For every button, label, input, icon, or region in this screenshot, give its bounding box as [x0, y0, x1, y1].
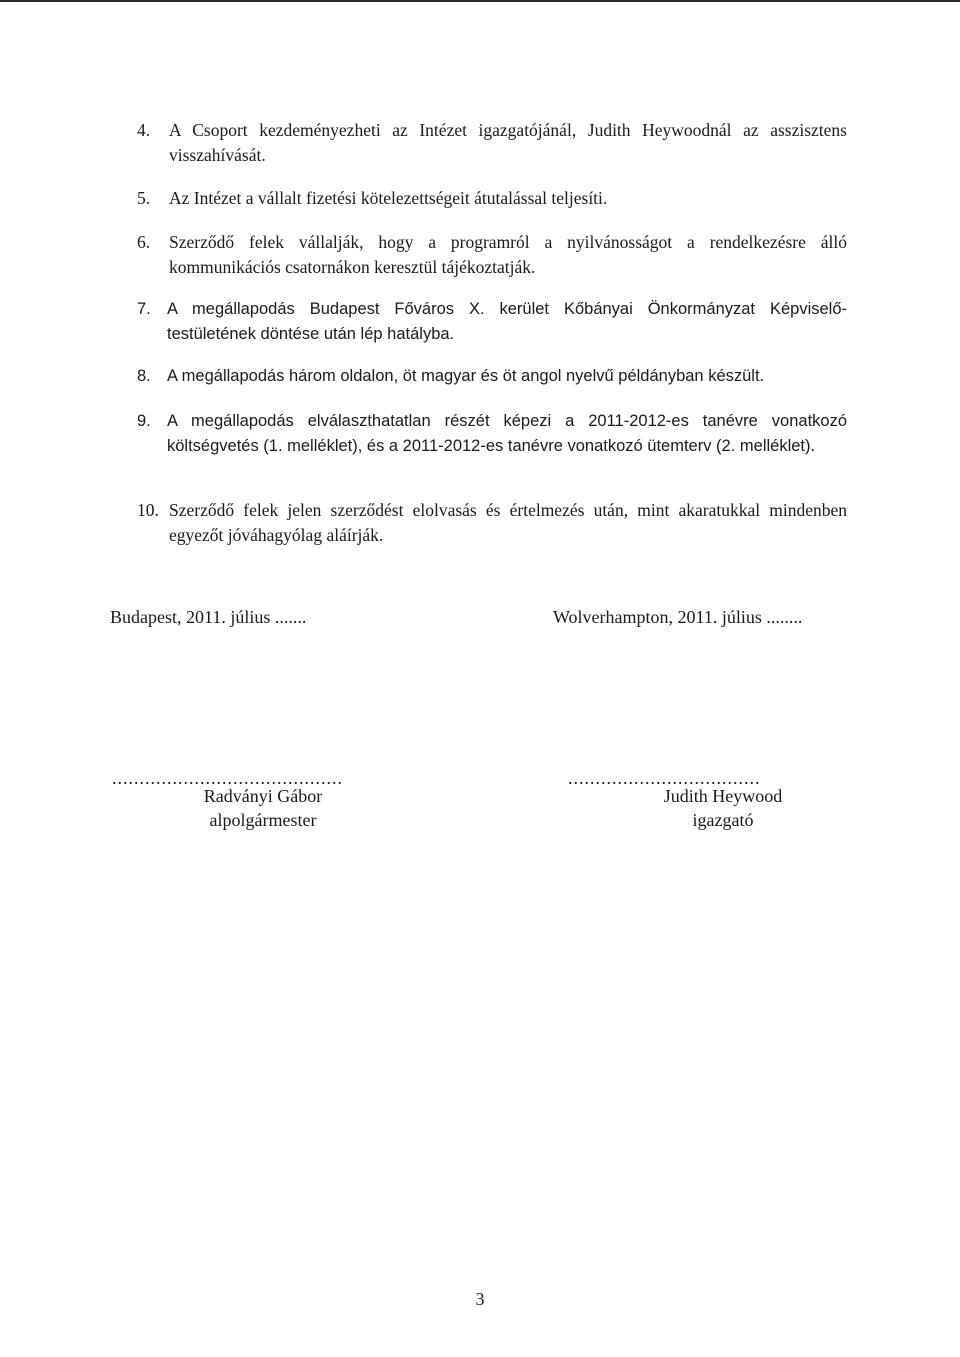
clause-text: Szerződő felek vállalják, hogy a programról a nyilvánosságot a rendelkezésre álló kommunikációs csatornákon keresztül tájékoztatják.	[169, 232, 847, 277]
left-signatory-name: Radványi Gábor	[203, 786, 323, 806]
clause-text: A Csoport kezdeményezheti az Intézet igazgatójánál, Judith Heywoodnál az asszisztens visszahívását.	[169, 120, 847, 165]
clause-5	[137, 186, 847, 211]
clause-number: 4.	[137, 120, 151, 140]
clause-text: A megállapodás három oldalon, öt magyar és öt angol nyelvű példányban készült.	[167, 367, 765, 385]
clause-8	[137, 364, 847, 389]
scan-top-edge	[0, 0, 960, 2]
right-signatory-name: Judith Heywood	[663, 786, 783, 806]
clause-4	[137, 118, 847, 168]
clause-number: 5.	[137, 188, 151, 208]
clause-number: 8.	[137, 367, 151, 385]
clause-7	[137, 297, 847, 347]
right-signatory-title: igazgató	[692, 810, 754, 830]
page-number: 3	[475, 1289, 485, 1309]
clause-number: 6.	[137, 232, 151, 252]
left-place-date: Budapest, 2011. július .......	[110, 607, 307, 627]
clause-number: 10.	[137, 500, 159, 520]
clause-6	[137, 230, 847, 280]
left-signature-line: ..........................................	[112, 768, 343, 788]
clause-text: A megállapodás Budapest Főváros X. kerület Kőbányai Önkormányzat Képviselő-testületének döntése után lép hatályba.	[167, 300, 847, 343]
clause-text: A megállapodás elválaszthatatlan részét képezi a 2011-2012-es tanévre vonatkozó költségvetés (1. melléklet), és a 2011-2012-es tanévre vonatkozó ütemterv (2. melléklet).	[167, 412, 847, 455]
right-signature-line: ...................................	[568, 768, 761, 788]
clause-number: 9.	[137, 412, 151, 430]
clause-10	[137, 498, 847, 548]
clause-text: Az Intézet a vállalt fizetési kötelezettségeit átutalással teljesíti.	[169, 188, 608, 208]
right-place-date: Wolverhampton, 2011. július ........	[553, 607, 803, 627]
clause-text: Szerződő felek jelen szerződést elolvasás és értelmezés után, mint akaratukkal mindenben egyezőt jóváhagyólag aláírják.	[169, 500, 847, 545]
left-signatory-title: alpolgármester	[209, 810, 317, 830]
clause-9	[137, 409, 847, 459]
clause-number: 7.	[137, 300, 151, 318]
